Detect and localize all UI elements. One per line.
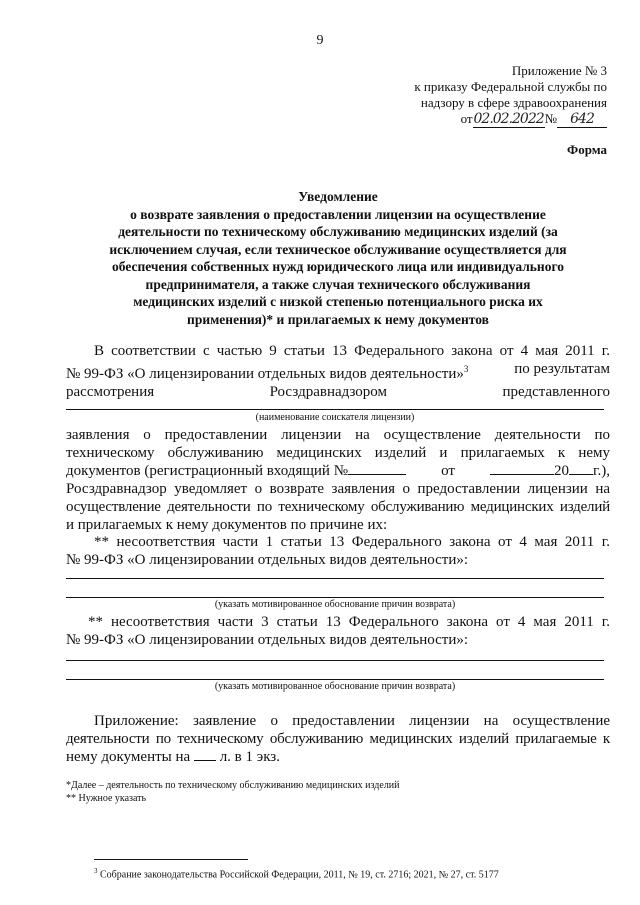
reason-1-line-1: ** несоответствия части 1 статьи 13 Федерального закона от 4 мая 2011 г. <box>94 534 610 550</box>
attachment-line-3: нему документы на л. в 1 экз. <box>66 749 280 765</box>
reg-number-blank[interactable] <box>348 474 406 475</box>
appendix-line-3: надзору в сфере здравоохранения <box>420 95 607 110</box>
applicant-caption: (наименование соискателя лицензии) <box>255 412 415 423</box>
notice-line-5: осуществление деятельности по техническому обслуживанию медицинских изделий <box>66 499 610 515</box>
paragraph-intro <box>66 342 610 401</box>
title-line-2: о возврате заявления о предоставлении лицензии на осуществление <box>130 206 546 222</box>
date-blank[interactable] <box>490 474 554 475</box>
reason-2-caption: (указать мотивированное обоснование причин возврата) <box>214 681 456 692</box>
title-line-4: исключением случая, если техническое обслуживание осуществляется для <box>109 241 567 257</box>
title-line-5: обеспечения собственных нужд юридического лица или индивидуального <box>112 259 564 274</box>
reason-2-line-1: ** несоответствия части 3 статьи 13 Федерального закона от 4 мая 2011 г. <box>88 614 610 630</box>
notice-line-6: и прилагаемых к нему документов по причине их: <box>66 517 388 533</box>
title-line-8: применения)* и прилагаемых к нему документов <box>187 311 489 327</box>
footnote-star-2: ** Нужное указать <box>66 793 147 804</box>
reason-1-blank-line-2[interactable] <box>66 597 604 598</box>
footnote-star-1: *Далее – деятельность по техническому обслуживанию медицинских изделий <box>66 780 400 791</box>
notice-date-group: от <box>441 463 455 479</box>
intro-line-3b: Росздравнадзором <box>269 384 388 400</box>
reason-2-blank-line-1[interactable] <box>66 660 604 661</box>
intro-line-3c: представленного <box>502 384 610 400</box>
page-number: 9 <box>316 33 324 48</box>
intro-line-2b: по результатам <box>514 361 610 377</box>
handwritten-number: 642 <box>557 111 607 128</box>
notice-line-4: Росздравнадзор уведомляет о возврате заявления о предоставлении лицензии на <box>66 481 610 497</box>
attachment-line-2: деятельности по техническому обслуживанию медицинских изделий прилагаемые к <box>66 731 610 747</box>
intro-line-1: В соответствии с частью 9 статьи 13 Федерального закона от 4 мая 2011 г. <box>94 343 610 359</box>
reason-1 <box>66 533 610 569</box>
date-prefix: от <box>460 111 473 126</box>
appendix-header <box>377 63 607 128</box>
footnote-separator <box>94 859 248 860</box>
handwritten-date: 02.02.2022 <box>473 111 544 127</box>
applicant-blank-line[interactable] <box>66 409 604 410</box>
reason-1-caption: (указать мотивированное обоснование причин возврата) <box>214 599 456 610</box>
title-line-7: медицинских изделий с низкой степенью потенциального риска их <box>133 294 543 309</box>
title-line-6: предпринимателя, а также случая технического обслуживания <box>145 276 531 292</box>
intro-line-2a: № 99-ФЗ «О лицензировании отдельных видов деятельности»$^3$ <box>66 364 469 382</box>
appendix-date-line <box>377 111 607 128</box>
document-title <box>66 188 610 328</box>
paragraph-notice <box>66 426 610 534</box>
reason-2-blank-line-2[interactable] <box>66 679 604 680</box>
pages-blank[interactable] <box>194 760 216 761</box>
notice-line-3a: документов (регистрационный входящий № <box>66 462 406 480</box>
footnote-3 <box>94 864 499 882</box>
reason-1-line-2: № 99-ФЗ «О лицензировании отдельных видов деятельности»: <box>66 552 469 568</box>
reason-2-line-2: № 99-ФЗ «О лицензировании отдельных видов деятельности»: <box>66 632 469 648</box>
number-label: № <box>544 111 557 126</box>
form-label: Форма <box>567 142 607 157</box>
title-line-3: деятельности по техническому обслуживанию медицинских изделий (за <box>118 224 558 239</box>
footnote-3-text: Собрание законодательства Российской Федерации, 2011, № 19, ст. 2716; 2021, № 27, ст. 5177 <box>100 869 499 881</box>
notice-line-1: заявления о предоставлении лицензии на осуществление деятельности по <box>66 427 610 443</box>
notice-line-3 <box>66 462 610 480</box>
notice-line-2: техническому обслуживанию медицинских изделий и прилагаемых к нему <box>66 445 610 461</box>
reason-1-blank-line-1[interactable] <box>66 578 604 579</box>
reason-2 <box>66 613 610 649</box>
footnote-3-ref: 3 <box>94 867 98 875</box>
notice-date-fill: 20 г.), <box>490 462 610 480</box>
footnote-ref-3: 3 <box>463 364 469 374</box>
year-blank[interactable] <box>569 474 593 475</box>
attachment-paragraph <box>66 712 610 766</box>
appendix-line-1: Приложение № 3 <box>511 63 607 78</box>
title-line-1: Уведомление <box>298 189 378 204</box>
attachment-line-1: Приложение: заявление о предоставлении лицензии на осуществление <box>94 713 610 729</box>
intro-line-3a: рассмотрения <box>66 384 155 400</box>
appendix-line-2: к приказу Федеральной службы по <box>414 79 607 94</box>
intro-line-3 <box>66 383 610 401</box>
intro-line-2 <box>66 360 610 383</box>
